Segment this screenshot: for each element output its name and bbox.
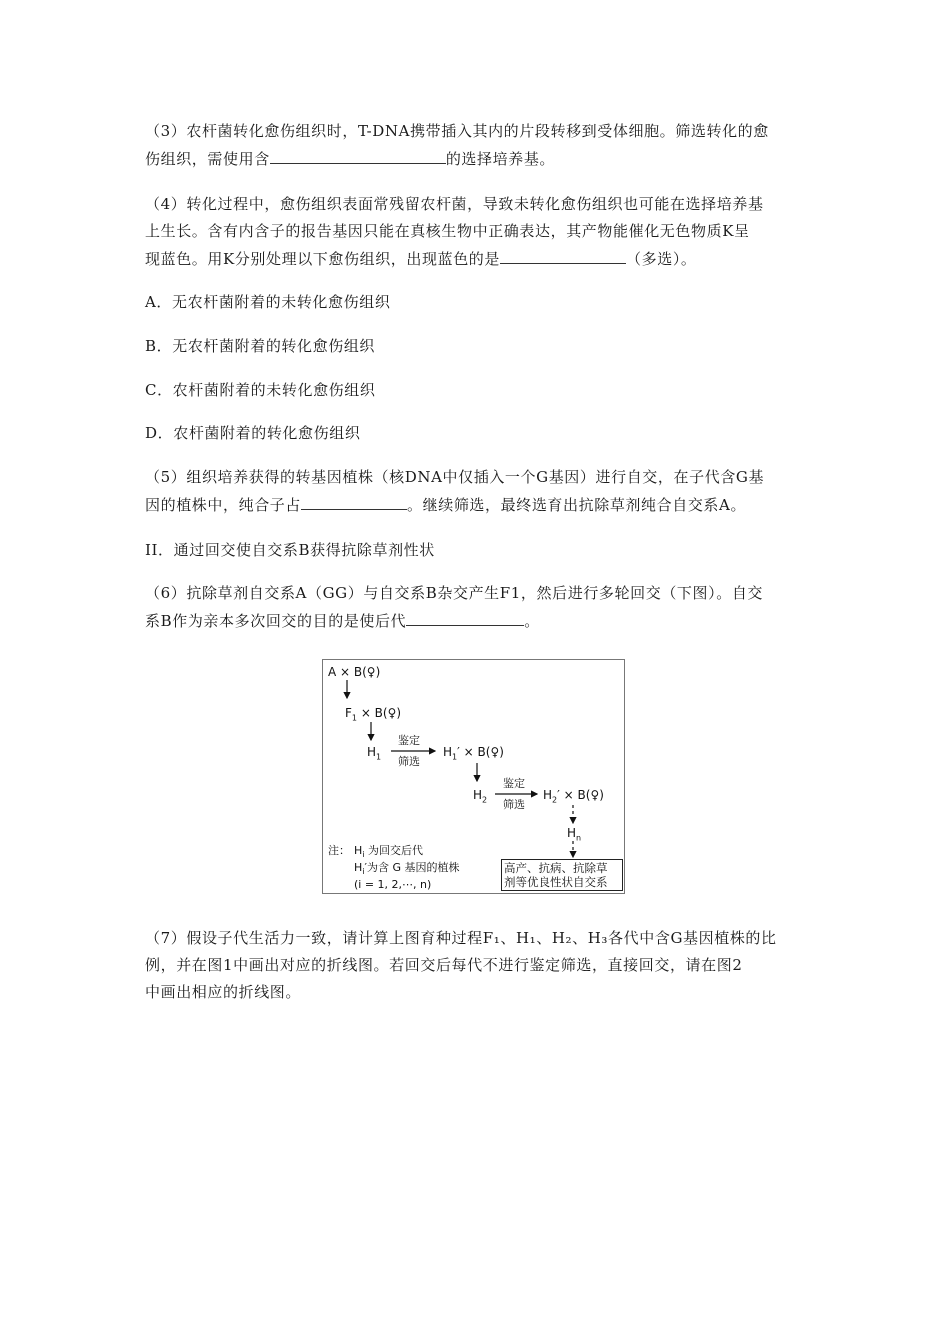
note-label: 注： xyxy=(328,844,350,857)
question-6-text-after-blank: 。 xyxy=(524,612,540,630)
question-6-answer-blank[interactable] xyxy=(406,607,524,626)
question-3-text-before-blank: 伤组织，需使用含 xyxy=(145,150,270,168)
question-5 xyxy=(145,464,813,519)
step2-identify-label: 鉴定 xyxy=(503,777,525,790)
h1p-letter: H xyxy=(443,745,453,759)
note-line-2 xyxy=(354,861,460,879)
cross-a-x-b: A × B(♀) xyxy=(328,665,381,679)
question-5-line-1: （5）组织培养获得的转基因植株（核DNA中仅插入一个G基因）进行自交，在子代含G基 xyxy=(145,468,765,486)
final-box-line-1: 高产、抗病、抗除草 xyxy=(504,861,608,875)
cross-h2-prime-x-b xyxy=(543,788,604,807)
h2p-cross-rest: ′ × B(♀) xyxy=(557,788,604,802)
step1-identify-label: 鉴定 xyxy=(398,734,420,747)
question-4-text-before-blank: 现蓝色。用K分别处理以下愈伤组织，出现蓝色的是 xyxy=(145,250,501,268)
question-5-line-2 xyxy=(145,491,813,519)
note-line-3: (i = 1, 2,⋯, n) xyxy=(354,878,432,891)
question-7-line-3: 中画出相应的折线图。 xyxy=(145,983,302,1001)
question-4-answer-blank[interactable] xyxy=(500,245,626,264)
question-7-line-2: 例，并在图1中画出对应的折线图。若回交后每代不进行鉴定筛选，直接回交，请在图2 xyxy=(145,956,743,974)
h2p-subscript: 2 xyxy=(552,795,558,805)
h2p-letter: H xyxy=(543,788,553,802)
question-3 xyxy=(145,118,813,173)
cross-f1-x-b xyxy=(345,706,401,725)
note-line-1 xyxy=(354,844,423,862)
question-4-line-3 xyxy=(145,245,813,273)
question-7-line-1: （7）假设子代生活力一致，请计算上图育种过程F₁、H₁、H₂、H₃各代中含G基因植株的比 xyxy=(145,929,777,947)
question-4-text-after-blank: （多选）。 xyxy=(626,250,697,268)
cross-h1-prime-x-b xyxy=(443,745,504,764)
question-3-answer-blank[interactable] xyxy=(270,145,446,164)
note1-letter: H xyxy=(354,844,363,857)
question-4-line-2: 上生长。含有内含子的报告基因只能在真核生物中正确表达，其产物能催化无色物质K呈 xyxy=(145,222,750,240)
note2-letter: H xyxy=(354,861,363,874)
question-7 xyxy=(145,925,813,1006)
question-5-text-before-blank: 因的植株中，纯合子占 xyxy=(145,496,302,514)
question-5-answer-blank[interactable] xyxy=(301,491,407,510)
question-3-text-after-blank: 的选择培养基。 xyxy=(445,150,556,168)
h2-label xyxy=(473,788,487,807)
h1-letter: H xyxy=(367,745,377,759)
note1-subscript: i xyxy=(362,850,365,860)
question-4-line-1: （4）转化过程中，愈伤组织表面常残留农杆菌，导致未转化愈伤组织也可能在选择培养基 xyxy=(145,195,764,213)
question-4 xyxy=(145,191,813,273)
f1-cross-rest: × B(♀) xyxy=(357,706,402,720)
option-a: A．无农杆菌附着的未转化愈伤组织 xyxy=(145,293,391,311)
h1p-subscript: 1 xyxy=(452,752,458,762)
question-6-text-before-blank: 系B作为亲本多次回交的目的是使后代 xyxy=(145,612,407,630)
option-b: B．无农杆菌附着的转化愈伤组织 xyxy=(145,337,376,355)
question-3-line-1: （3）农杆菌转化愈伤组织时，T-DNA携带插入其内的片段转移到受体细胞。筛选转化的愈 xyxy=(145,122,769,140)
step2-screen-label: 筛选 xyxy=(503,798,525,811)
question-5-text-after-blank: 。继续筛选，最终选育出抗除草剂纯合自交系A。 xyxy=(407,496,747,514)
backcross-diagram xyxy=(322,659,625,894)
option-c: C．农杆菌附着的未转化愈伤组织 xyxy=(145,381,376,399)
hn-letter: H xyxy=(567,826,577,840)
step1-screen-label: 筛选 xyxy=(398,755,420,768)
h1p-cross-rest: ′ × B(♀) xyxy=(457,745,504,759)
h1-label xyxy=(367,745,381,764)
final-box-line-2: 剂等优良性状自交系 xyxy=(504,875,608,889)
hn-label xyxy=(567,826,581,845)
h1-subscript: 1 xyxy=(376,752,382,762)
h2-subscript: 2 xyxy=(482,795,488,805)
f1-subscript: 1 xyxy=(351,713,357,723)
final-inbred-line-box xyxy=(501,859,623,891)
question-6 xyxy=(145,580,813,635)
note2-text: ′为含 G 基因的植株 xyxy=(364,861,460,874)
hn-subscript: n xyxy=(576,833,582,843)
question-6-line-2 xyxy=(145,607,813,635)
note1-text: 为回交后代 xyxy=(364,844,424,857)
h2-letter: H xyxy=(473,788,483,802)
f1-letter: F xyxy=(345,706,352,720)
question-3-line-2 xyxy=(145,145,813,173)
option-d: D．农杆菌附着的转化愈伤组织 xyxy=(145,424,361,442)
note2-subscript: i xyxy=(362,867,365,877)
question-6-line-1: （6）抗除草剂自交系A（GG）与自交系B杂交产生F1，然后进行多轮回交（下图）。自交 xyxy=(145,584,764,602)
section-2-heading: II．通过回交使自交系B获得抗除草剂性状 xyxy=(145,541,435,559)
